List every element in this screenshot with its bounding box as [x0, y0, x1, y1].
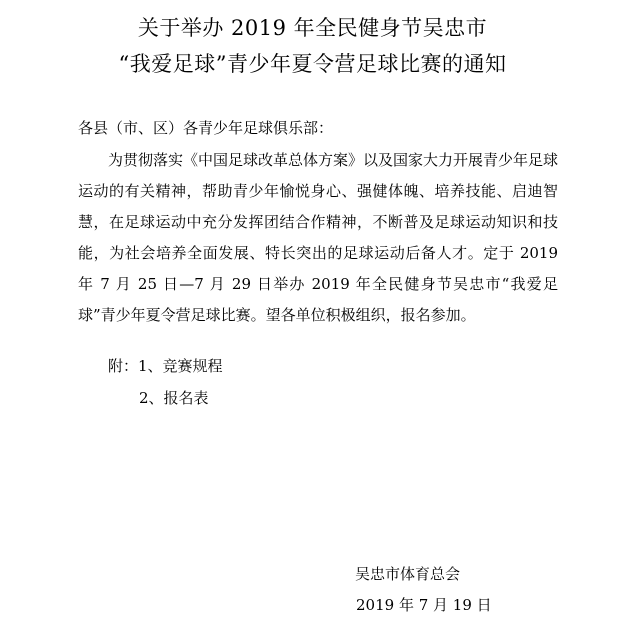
attachment-item-1: 附：1、竞赛规程	[108, 357, 223, 375]
body-paragraph: 为贯彻落实《中国足球改革总体方案》以及国家大力开展青少年足球运动的有关精神，帮助青少年愉悦身心、强健体魄、培养技能、启迪智慧，在足球运动中充分发挥团结合作精神，不断普及足球运动知识和技能，为社会培养全面发展、特长突出的足球运动后备人才。定于 2019 年 7 月 25 日—7 月 29 日举办 2019 年全民健身节吴忠市“我爱足球”青少年夏令营足球比赛。望各单位积极组织，报名参加。	[78, 151, 559, 324]
salutation: 各县（市、区）各青少年足球俱乐部：	[78, 119, 334, 137]
document-title-line-1: 关于举办 2019 年全民健身节吴忠市	[137, 16, 488, 40]
signature-organization: 吴忠市体育总会	[355, 565, 461, 583]
document-title-line-2: “我爱足球”青少年夏令营足球比赛的通知	[118, 52, 507, 76]
signature-date: 2019 年 7 月 19 日	[356, 596, 492, 614]
attachment-item-2: 2、报名表	[139, 389, 209, 407]
